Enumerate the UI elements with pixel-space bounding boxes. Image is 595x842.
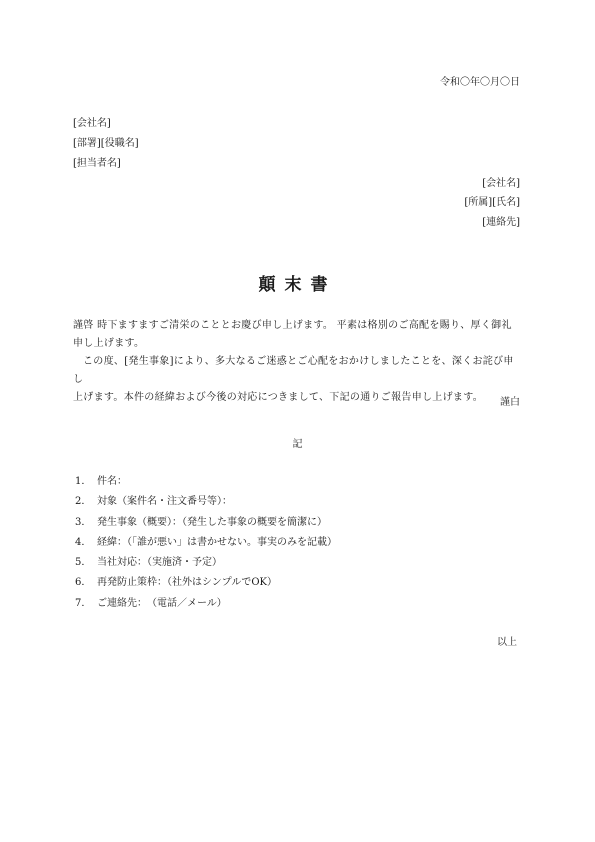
item-number: 2． [75, 496, 92, 508]
item-text: 発生事象（概要）：（発生した事象の概要を簡潔に） [97, 516, 327, 528]
body-line: 申し上げます。 [73, 338, 145, 349]
body-line: 謹啓 時下ますますご清栄のこととお慶び申し上げます。 平素は格別のご高配を賜り、厚く御礼 [73, 320, 512, 331]
list-item [75, 495, 337, 515]
end-marker: 以上 [497, 637, 517, 648]
list-item [75, 475, 337, 495]
item-text: 当社対応：（実施済・予定） [97, 557, 222, 569]
recipient-person: [担当者名] [73, 158, 121, 169]
item-number: 1． [75, 476, 92, 487]
item-number: 5． [75, 557, 92, 569]
item-number: 7． [75, 597, 92, 609]
list-item [75, 576, 337, 596]
sender-name: [所属][氏名] [464, 197, 520, 208]
body-paragraph-1 [73, 317, 521, 353]
recipient-department: [部署][役職名] [73, 138, 139, 149]
item-number: 6． [75, 577, 92, 589]
list-item [75, 597, 337, 617]
recipient-company: [会社名] [73, 118, 111, 129]
body-paragraph-2 [73, 353, 521, 407]
list-item [75, 536, 337, 556]
item-number: 4． [75, 536, 92, 548]
ki-heading: 記 [292, 439, 303, 450]
document-date: 令和〇年〇月〇日 [440, 77, 520, 88]
sender-company: [会社名] [482, 178, 520, 189]
item-number: 3． [75, 516, 92, 528]
item-text: 対象（案件名・注文番号等）： [97, 496, 232, 508]
closing-word: 謹白 [500, 397, 520, 408]
sender-contact: [連絡先] [482, 217, 520, 228]
item-text: 再発防止策枠：（社外はシンプルでOK） [97, 577, 278, 589]
report-items-list [75, 475, 337, 617]
body-line: この度、[発生事象]により、多大なるご迷惑とご心配をおかけしましたことを、深くお詫び申し [73, 356, 514, 385]
item-text: 件名： [97, 476, 127, 487]
item-text: 経緯：（「誰が悪い」は書かせない。事実のみを記載） [97, 536, 337, 548]
item-text: ご連絡先： （電話／メール） [97, 597, 227, 609]
list-item [75, 556, 337, 576]
document-title: 顛末書 [258, 275, 337, 295]
body-line: 上げます。本件の経緯および今後の対応につきまして、下記の通りご報告申し上げます。 [73, 392, 483, 403]
list-item [75, 516, 337, 536]
